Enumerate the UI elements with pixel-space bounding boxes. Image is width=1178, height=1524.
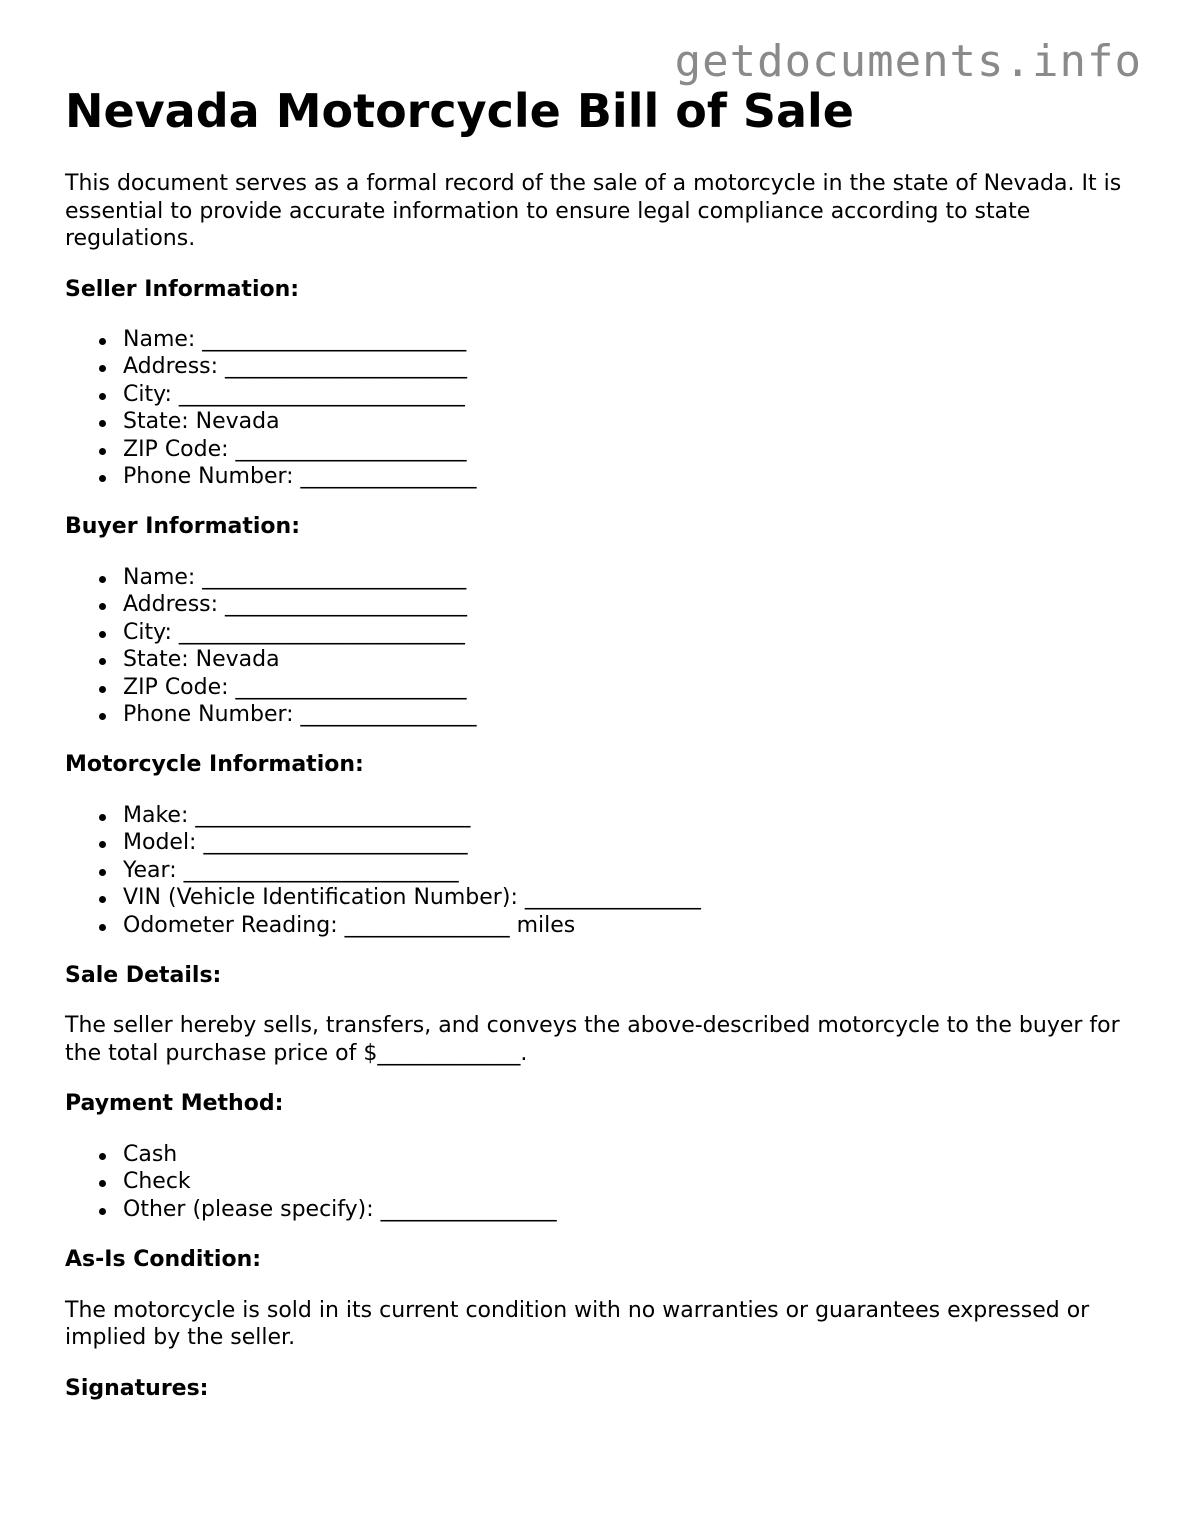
buyer-name-field: Name: ________________________	[123, 564, 1125, 591]
buyer-fields	[65, 564, 1125, 728]
payment-check-option: Check	[123, 1168, 1125, 1195]
seller-address-field: Address: ______________________	[123, 353, 1125, 380]
motorcycle-model-field: Model: ________________________	[123, 829, 1125, 856]
buyer-state-field: State: Nevada	[123, 646, 1125, 673]
document-body	[65, 82, 1125, 1402]
seller-fields	[65, 326, 1125, 490]
buyer-phone-field: Phone Number: ________________	[123, 701, 1125, 728]
buyer-zip-field: ZIP Code: _____________________	[123, 674, 1125, 701]
motorcycle-fields	[65, 802, 1125, 939]
buyer-address-field: Address: ______________________	[123, 591, 1125, 618]
seller-heading: Seller Information:	[65, 276, 300, 302]
payment-cash-option: Cash	[123, 1141, 1125, 1168]
seller-zip-field: ZIP Code: _____________________	[123, 436, 1125, 463]
sale-details-heading: Sale Details:	[65, 962, 222, 988]
watermark: getdocuments.info	[674, 36, 1142, 87]
as-is-paragraph: The motorcycle is sold in its current condition with no warranties or guarantees expressed or implied by the seller.	[65, 1297, 1090, 1351]
buyer-heading: Buyer Information:	[65, 514, 300, 540]
intro-paragraph: This document serves as a formal record of the sale of a motorcycle in the state of Nevada. It is essential to provide accurate information to ensure legal compliance according to state regulations.	[65, 171, 1122, 251]
motorcycle-make-field: Make: _________________________	[123, 802, 1125, 829]
motorcycle-year-field: Year: _________________________	[123, 857, 1125, 884]
seller-phone-field: Phone Number: ________________	[123, 463, 1125, 490]
payment-other-option: Other (please specify): ________________	[123, 1196, 1125, 1223]
sale-details-paragraph: The seller hereby sells, transfers, and conveys the above-described motorcycle to the buyer for the total purchase price of $_____________.	[65, 1013, 1120, 1066]
payment-heading: Payment Method:	[65, 1091, 284, 1117]
seller-city-field: City: __________________________	[123, 381, 1125, 408]
payment-options	[65, 1141, 1125, 1223]
motorcycle-vin-field: VIN (Vehicle Identification Number): ________________	[123, 884, 1125, 911]
seller-name-field: Name: ________________________	[123, 326, 1125, 353]
signatures-heading: Signatures:	[65, 1375, 209, 1401]
as-is-heading: As-Is Condition:	[65, 1247, 262, 1273]
page-title: Nevada Motorcycle Bill of Sale	[65, 84, 855, 138]
seller-state-field: State: Nevada	[123, 408, 1125, 435]
motorcycle-odometer-field: Odometer Reading: _______________ miles	[123, 912, 1125, 939]
buyer-city-field: City: __________________________	[123, 619, 1125, 646]
motorcycle-heading: Motorcycle Information:	[65, 752, 364, 778]
